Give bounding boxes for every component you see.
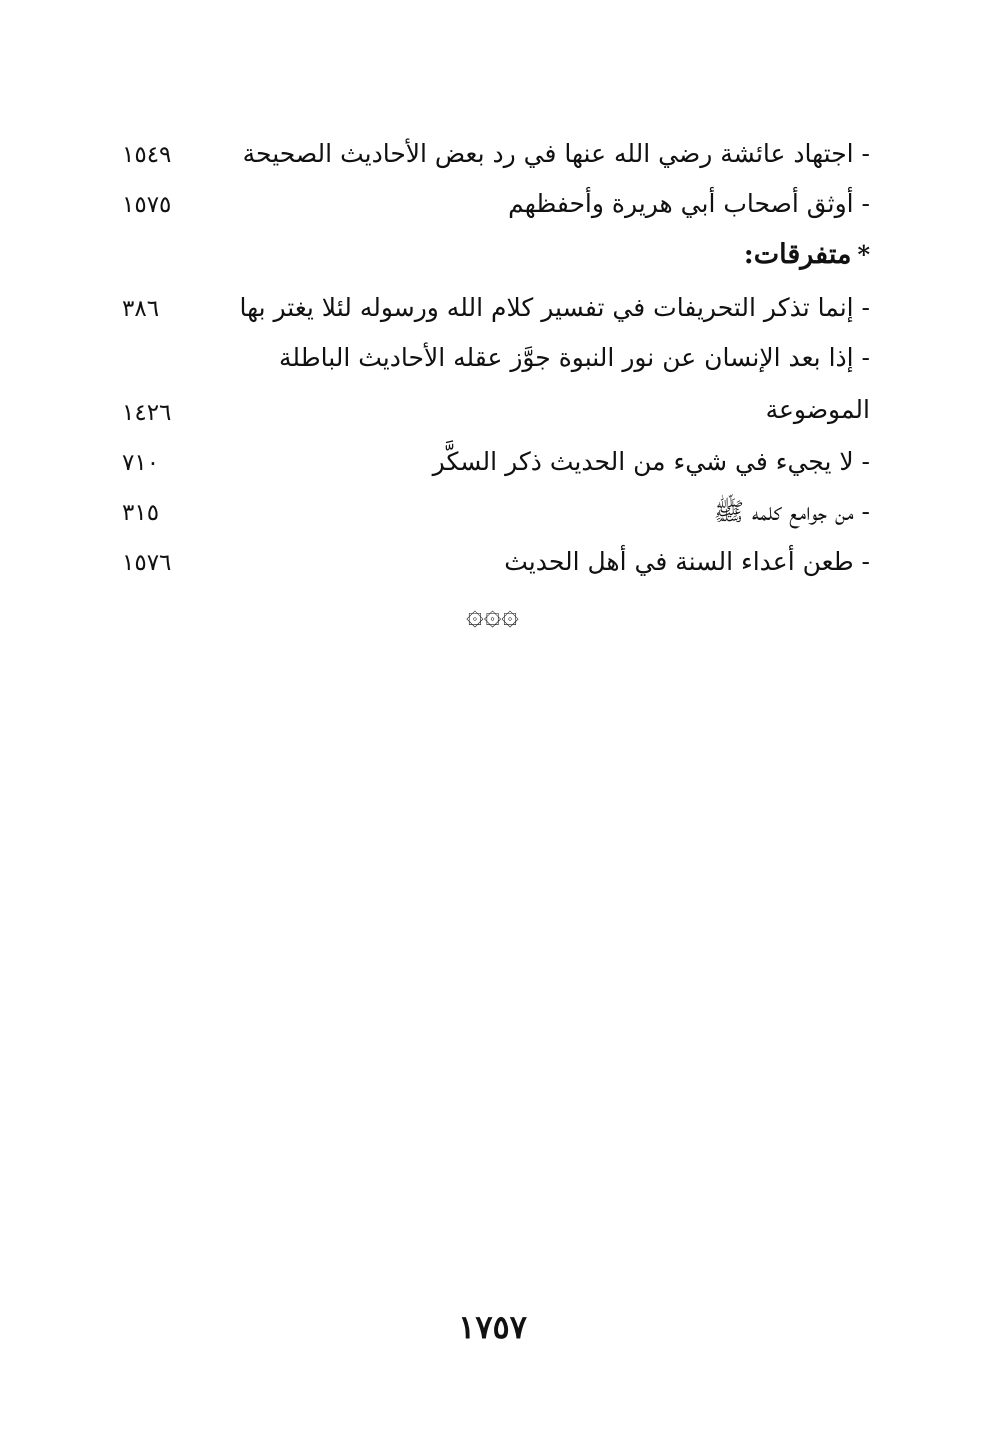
- asterisk-icon: *: [857, 240, 870, 269]
- ornament-divider-icon: ۞۞۞: [466, 597, 519, 632]
- index-entry: [100, 486, 870, 536]
- index-entry: [100, 436, 870, 486]
- section-heading: [100, 228, 870, 282]
- entry-text: - إنما تذكر التحريفات في تفسير كلام الله ورسوله لئلا يغتر بها: [239, 293, 870, 322]
- entry-page-number: ٣٨٦: [122, 296, 160, 322]
- index-entry: [100, 536, 870, 586]
- section-title: متفرقات:: [743, 239, 852, 270]
- entry-text: - اجتهاد عائشة رضي الله عنها في رد بعض الأحاديث الصحيحة: [242, 139, 870, 168]
- entry-page-number: ٣١٥: [122, 500, 160, 526]
- entry-text: - إذا بعد الإنسان عن نور النبوة جوَّز عقله الأحاديث الباطلة الموضوعة: [279, 343, 870, 424]
- index-entry: [100, 332, 870, 436]
- index-entry: [100, 128, 870, 178]
- entry-page-number: ١٥٧٦: [122, 550, 172, 576]
- page-number: ١٧٥٧: [458, 1308, 527, 1346]
- entry-page-number: ١٥٧٥: [122, 192, 172, 218]
- index-entry: [100, 178, 870, 228]
- entry-text: - لا يجيء في شيء من الحديث ذكر السكَّر: [432, 447, 870, 476]
- entry-page-number: ١٤٢٦: [122, 400, 172, 426]
- entry-text: - طعن أعداء السنة في أهل الحديث: [504, 547, 870, 576]
- index-entry: [100, 282, 870, 332]
- entry-text: - أوثق أصحاب أبي هريرة وأحفظهم: [508, 189, 870, 218]
- index-entries: [100, 128, 870, 586]
- entry-page-number: ١٥٤٩: [122, 142, 172, 168]
- entry-page-number: ٧١٠: [122, 450, 160, 476]
- entry-text: - من جوامع كلمه ﷺ: [713, 497, 870, 526]
